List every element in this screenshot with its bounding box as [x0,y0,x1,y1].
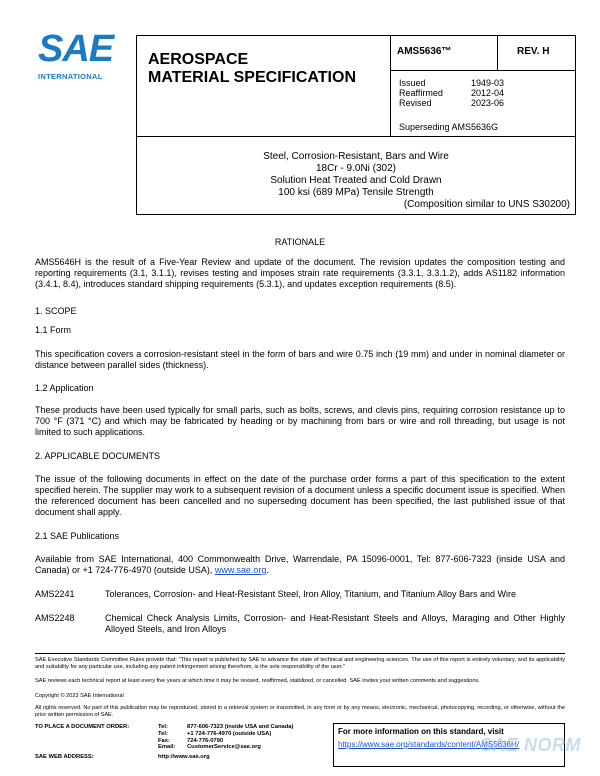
spec-title-line: 100 ksi (689 MPa) Tensile Strength [278,187,434,198]
superseding-note: Superseding AMS5636G [399,122,499,132]
rationale-heading: RATIONALE [274,237,326,247]
section-heading: 1.1 Form [35,325,72,335]
contact-label: Fax: [158,737,170,744]
spec-title-line: Solution Heat Treated and Cold Drawn [270,175,442,186]
date-value: 2023-06 [471,98,505,108]
contact-value[interactable]: CustomerService@sae.org [187,744,261,751]
date-value: 2012-04 [471,88,505,98]
contact-value: 877-606-7323 (inside USA and Canada) [187,724,294,730]
sae-logo-international: INTERNATIONAL [38,72,103,81]
sae-logo: SAE [38,28,114,70]
paragraph-text: Available from SAE International, 400 Commonwealth Drive, Warrendale, PA 15096-0001, Tel: 877-606-7323 (inside USA and Canada) or +1 724-776-4970 (outside USA), [35,554,565,575]
reference-title: Chemical Check Analysis Limits, Corrosion- and Heat-Resistant Steels and Alloys, Maraging and Other Highly Alloyed Steels, and Iron Alloys [105,613,565,634]
paragraph: The issue of the following documents in effect on the date of the purchase order forms a part of this specification to the extent specified herein. The supplier may work to a subsequent revision of a document unless a specific document issue is specified. When the referenced document has been cancelled and no superseding document has been specified, the last published issue of that document shall apply. [35,474,565,517]
contact-value: 724-776-0790 [187,737,224,744]
title-line: AEROSPACE [148,51,249,68]
date-label: Issued [399,78,426,88]
contact-label: Tel: [158,724,168,730]
paragraph: These products have been used typically for small parts, such as bolts, screws, and clevis pins, requiring corrosion resistance up to 700 °F (371 °C) and which may be fabricated by heading or by machining from bars or wire and roll threading, but usage is not limited to such applications. [35,405,565,437]
contact-row [35,744,293,751]
section-heading: 2. APPLICABLE DOCUMENTS [35,451,161,461]
standard-page-link[interactable]: https://www.sae.org/standards/content/AMS5636H/ [338,740,519,749]
watermark: SAE NORM [480,735,582,755]
spec-title-line: (Composition similar to UNS S30200) [403,199,570,210]
contact-row [35,738,293,745]
contact-row [35,724,293,731]
rationale-text: AMS5646H is the result of a Five-Year Review and update of the document. The revision updates the composition testing and reporting requirements (3.1, 3.1.1), revises testing and imposes strain rate requirements (3.3.1, 3.3.1.2), adds AS1182 information (3.4.1, 8.4), introduces standard shipping requirements (5.3.1), and updates exception requirements (8.5). [35,257,565,289]
contact-value: +1 724-776-4970 (outside USA) [187,730,272,737]
title-line: MATERIAL SPECIFICATION [148,69,356,86]
footer-rights: All rights reserved. No part of this publication may be reproduced, stored in a retrieval system or transmitted, in any form or by any means, electronic, mechanical, photocopying, recording, or otherwise, without the prior written permission of SAE. [35,705,565,718]
contact-label: Email: [158,744,176,751]
footer-disclaimer: SAE Executive Standards Committee Rules provide that: “This report is published by SAE to advance the state of technical and engineering sciences. The use of this report is entirely voluntary, and its applicability and suitability for any particular use, including any patent infringement arising therefrom, is the sole responsibility of the user.” [35,657,565,670]
footer-divider [35,653,565,654]
reference-title: Tolerances, Corrosion- and Heat-Resistant Steel, Iron Alloy, Titanium, and Titanium Alloy Bars and Wire [105,589,517,599]
section-heading: 1. SCOPE [35,306,77,316]
spec-title-line: Steel, Corrosion-Resistant, Bars and Wire [263,151,449,162]
footer-review-note: SAE reviews each technical report at least every five years at which time it may be revised, reaffirmed, stabilized, or cancelled. SAE invites your written comments and suggestions. [35,678,480,684]
date-row [399,78,504,88]
date-label: Reaffirmed [399,88,443,98]
section-heading: 2.1 SAE Publications [35,531,120,541]
info-heading: For more information on this standard, visit [338,727,504,736]
contact-label: Tel: [158,730,168,737]
reference-code: AMS2241 [35,589,75,599]
contact-row [35,751,293,761]
order-contacts [35,724,293,761]
contact-row [35,731,293,738]
revision-label: REV. H [517,46,550,57]
order-label: TO PLACE A DOCUMENT ORDER: [35,724,130,730]
paragraph [35,554,565,576]
sae-website-link[interactable]: www.sae.org [214,565,267,575]
date-row [399,88,504,98]
date-label: Revised [399,98,432,108]
header-divider [497,35,498,70]
reference-code: AMS2248 [35,613,75,623]
date-value: 1949-03 [471,78,505,88]
paragraph: This specification covers a corrosion-resistant steel in the form of bars and wire 0.75 inch (19 mm) and under in nominal diameter or distance between parallel sides (thickness). [35,349,565,370]
footer-copyright: Copyright © 2023 SAE International [35,693,124,699]
paragraph-text: . [266,565,269,575]
web-address-link[interactable]: http://www.sae.org [158,754,210,761]
date-row [399,98,504,108]
document-type-title [148,51,356,87]
document-number: AMS5636™ [397,46,452,57]
section-heading: 1.2 Application [35,383,94,393]
web-label: SAE WEB ADDRESS: [35,754,94,761]
header-divider [390,70,576,71]
date-table [399,78,504,108]
spec-title-line: 18Cr - 9.0Ni (302) [315,163,397,174]
header-divider [390,35,391,137]
